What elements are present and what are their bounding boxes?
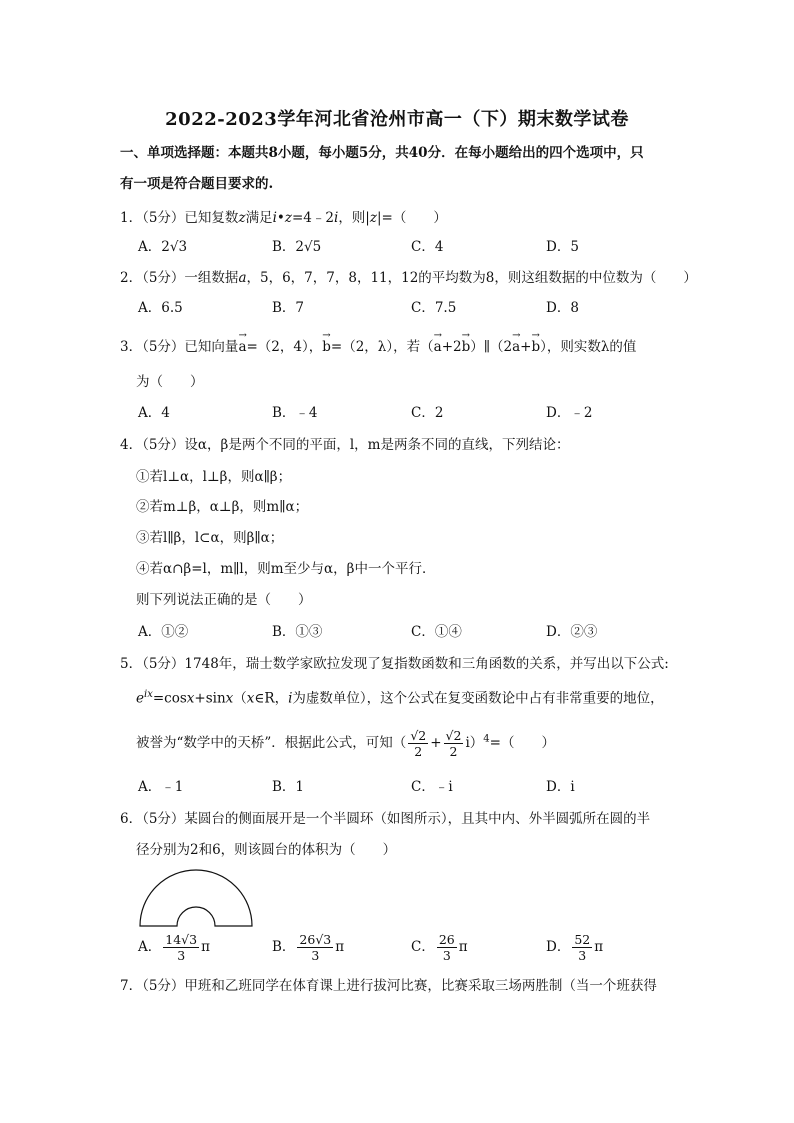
question-2-choice-d: D．8: [546, 300, 579, 316]
question-1-stem: 1．（5分）已知复数z满足i•z=4﹣2i，则|z|=（ ）: [120, 210, 447, 226]
question-3-choice-a: A．4: [138, 405, 170, 421]
question-4-choice-a: A．①②: [138, 624, 189, 640]
question-1-choice-c: C．4: [411, 239, 444, 255]
fraction-sqrt2-over-2: $\frac{√2}{2}$: [445, 728, 462, 759]
question-4-statement-3: ③若l∥β，l⊂α，则β∥α；: [136, 530, 284, 546]
question-6-line1: 6．（5分）某圆台的侧面展开是一个半圆环（如图所示），且其中内、外半圆弧所在圆的半: [120, 811, 651, 827]
question-1-choice-a: A．2√3: [138, 239, 188, 255]
question-6-choice-a: A． $\frac{14√3}{3}$ π: [138, 932, 210, 963]
question-6-line2: 径分别为2和6，则该圆台的体积为（ ）: [136, 842, 397, 858]
question-5-choice-c: C．﹣i: [411, 779, 453, 795]
vector-b: → b: [322, 336, 331, 358]
question-5-choice-d: D．i: [546, 779, 575, 795]
question-3-choice-b: B．﹣4: [272, 405, 318, 421]
question-5-line3: 被誉为“数学中的天桥”．根据此公式，可知（ $\frac{√2}{2}$ + $\frac{√2}{2}$ i）$^4$=（ ）: [136, 728, 555, 759]
question-7-line1: 7．（5分）甲班和乙班同学在体育课上进行拔河比赛，比赛采取三场两胜制（当一个班获得: [120, 978, 657, 994]
question-1-choice-d: D．5: [546, 239, 579, 255]
question-2-choice-a: A．6.5: [138, 300, 183, 316]
question-6-choice-d: D． $\frac{52}{3}$ π: [546, 932, 604, 963]
question-6-choice-c: C． $\frac{26}{3}$ π: [411, 932, 468, 963]
half-annulus-figure: [138, 868, 258, 930]
question-3-choice-d: D．﹣2: [546, 405, 593, 421]
question-2-choice-c: C．7.5: [411, 300, 457, 316]
question-2-choice-b: B．7: [272, 300, 305, 316]
question-2-stem: 2．（5分）一组数据a，5，6，7，7，8，11，12的平均数为8，则这组数据的中位数为（ ）: [120, 270, 697, 286]
fraction-sqrt2-over-2: $\frac{√2}{2}$: [410, 728, 427, 759]
question-6-choice-b: B． $\frac{26√3}{3}$ π: [272, 932, 345, 963]
question-3-stem: 3．（5分）已知向量→ a=（2，4），→ b=（2，λ），若（→ a+2→ b）∥（2→ a+→ b），则实数λ的值: [120, 336, 680, 358]
question-4-choice-c: C．①④: [411, 624, 462, 640]
question-5-choice-a: A．﹣1: [138, 779, 184, 795]
question-4-statement-4: ④若α∩β=l，m∥l，则m至少与α，β中一个平行．: [136, 561, 436, 577]
question-5-choice-b: B．1: [272, 779, 305, 795]
section-heading-line1: 一、单项选择题：本题共8小题，每小题5分，共40分．在每小题给出的四个选项中，只: [120, 145, 644, 161]
question-5-line2: $e^{ix}=\cos x+\sin x(x\in R$，i为虚数单位），这个公式在复变函数论中占有非常重要的地位，: [136, 689, 664, 707]
half-annulus-outline: [140, 870, 252, 926]
question-3-stem-line2: 为（ ）: [136, 374, 204, 390]
question-3-choice-c: C．2: [411, 405, 444, 421]
question-4-choice-d: D．②③: [546, 624, 598, 640]
question-4-choice-b: B．①③: [272, 624, 323, 640]
question-4-statement-2: ②若m⊥β，α⊥β，则m∥α；: [136, 499, 309, 515]
question-4-ask: 则下列说法正确的是（ ）: [136, 592, 312, 608]
section-heading-line2: 有一项是符合题目要求的.: [120, 176, 274, 192]
question-1-choice-b: B．2√5: [272, 239, 322, 255]
page-title: 2022-2023学年河北省沧州市高一（下）期末数学试卷: [165, 109, 629, 130]
question-4-stem: 4．（5分）设α，β是两个不同的平面，l，m是两条不同的直线，下列结论：: [120, 437, 570, 453]
vector-a: → a: [238, 336, 246, 358]
question-4-statement-1: ①若l⊥α，l⊥β，则α∥β；: [136, 469, 292, 485]
question-5-line1: 5．（5分）1748年，瑞士数学家欧拉发现了复指数函数和三角函数的关系，并写出以下公式:: [120, 656, 669, 672]
